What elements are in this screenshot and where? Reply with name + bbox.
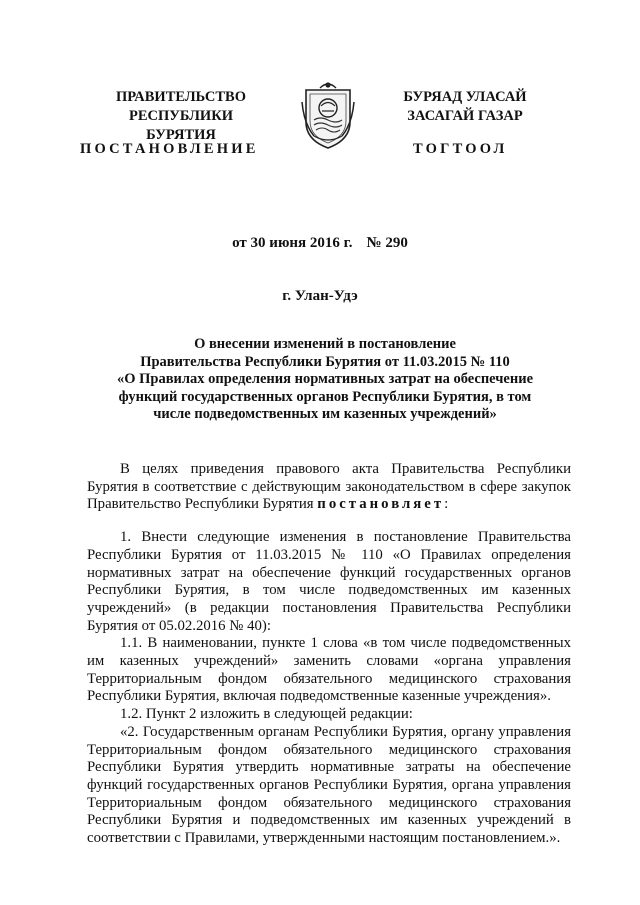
title-line: числе подведомственных им казенных учреждений» [153, 406, 497, 423]
place-line: г. Улан-Удэ [282, 288, 358, 304]
doctype-left: ПОСТАНОВЛЕНИЕ [80, 141, 259, 157]
item-1-1-paragraph: 1.1. В наименовании, пункте 1 слова «в том числе подведомственных им казенных учреждений» заменить словами «органа управления Территориальным фондом обязательного медицинского страхования Республики Бурятия, включая подведомственные казенные учреждения». [87, 635, 571, 705]
item-1-2-paragraph: 1.2. Пункт 2 изложить в следующей редакции: [120, 706, 413, 723]
title-line: «О Правилах определения нормативных затрат на обеспечение [116, 371, 534, 388]
header-left-block [102, 88, 260, 145]
document-body [87, 461, 571, 848]
decree-word: постановляет [317, 496, 445, 513]
date-line [0, 235, 640, 252]
quoted-paragraph: «2. Государственным органам Республики Бурятия, органу управления Территориальным фондом обязательного медицинского страхования Республики Бурятия утвердить нормативные затраты на обеспечение функций государственных органов Республики Бурятия, органа управления Территориальным фондом обязательного медицинского страхования Республики Бурятия и подведомственных им казенных учреждений в соответствии с Правилами, утвержденными настоящим постановлением.». [87, 723, 571, 847]
item-1-paragraph: 1. Внести следующие изменения в постановление Правительства Республики Бурятия от 11.03.2015 № 110 «О Правилах определения нормативных затрат на обеспечение функций государственных органов Республики Бурятия, в том числе подведомственных им казенных учреждений» (в редакции постановления Правительства Республики Бурятия от 05.02.2016 № 40): [87, 529, 571, 634]
title-line: Правительства Республики Бурятия от 11.03.2015 № 110 [140, 353, 510, 370]
preamble-paragraph [87, 461, 571, 514]
header-left-line1: ПРАВИТЕЛЬСТВО [116, 89, 246, 105]
title-line: О внесении изменений в постановление [194, 336, 456, 352]
coat-of-arms-icon [300, 80, 356, 150]
doctype-right: ТОГТООЛ [413, 141, 508, 157]
document-number: № 290 [366, 235, 408, 251]
date-text: от 30 июня 2016 г. [232, 235, 353, 251]
header-left-line2: РЕСПУБЛИКИ БУРЯТИЯ [128, 108, 234, 143]
header-right-line1: БУРЯАД УЛАСАЙ [403, 89, 527, 105]
title-line: функций государственных органов Республики Бурятия, в том [118, 388, 532, 405]
header-right-line2: ЗАСАГАЙ ГАЗАР [407, 108, 523, 124]
header-right-block [392, 88, 538, 126]
decree-colon: : [444, 496, 449, 513]
document-title [90, 336, 560, 424]
preamble-text: В целях приведения правового акта Правительства Республики Бурятия в соответствие с действующим законодательством в сфере закупок Правительство Республики Бурятия [87, 461, 571, 513]
